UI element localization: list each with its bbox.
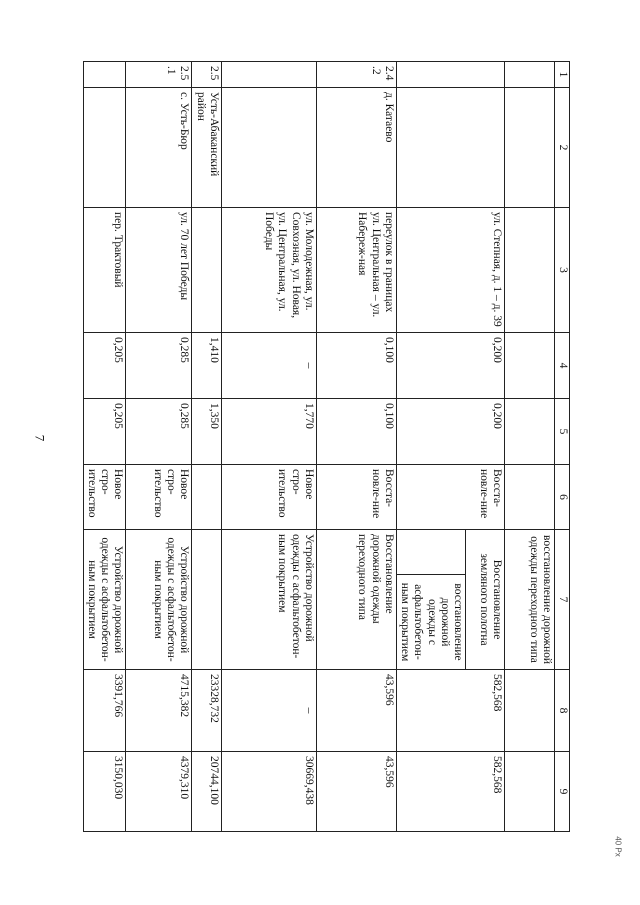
header-col-1: 1 (555, 62, 570, 88)
empty-cell (396, 88, 504, 208)
table-row (221, 62, 316, 832)
cost-cell: 43,596 (316, 752, 396, 832)
place-cell: Усть-Абаканский район (192, 88, 221, 208)
cost-cell: – (221, 670, 316, 752)
length-cell: – (221, 333, 316, 399)
footer-mark: 40 Px (613, 836, 623, 857)
empty-cell (505, 752, 555, 832)
row-number: 2.5.1 (126, 62, 192, 88)
work-kind-cell: Новое стро-ительство (83, 465, 126, 530)
work-type-cell: восстановление дорожной одежды переходного типа (505, 530, 555, 670)
row-number: 2.5 (192, 62, 221, 88)
row-number: 2.4.2 (316, 62, 396, 88)
length-cell: 1,770 (221, 399, 316, 465)
street-cell: ул. Степная, д. 1 – д. 39 (396, 208, 504, 333)
empty-cell (221, 62, 316, 88)
header-col-4: 4 (555, 333, 570, 399)
empty-cell (505, 465, 555, 530)
length-cell: 0,285 (126, 333, 192, 399)
page-number: 7 (32, 434, 48, 442)
empty-cell (192, 465, 221, 530)
work-type-cell: Устройство дорожной одежды с асфальтобетон-ным покрытием (126, 530, 192, 670)
table-row (505, 62, 555, 832)
cost-cell: 3150,030 (83, 752, 126, 832)
cost-cell: 3391,766 (83, 670, 126, 752)
length-cell: 1,350 (192, 399, 221, 465)
empty-cell (83, 88, 126, 208)
length-cell: 0,205 (83, 399, 126, 465)
work-type-cell: Устройство дорожной одежды с асфальтобетон-ным покрытием (83, 530, 126, 670)
length-cell: 0,285 (126, 399, 192, 465)
empty-cell (192, 530, 221, 670)
empty-cell (396, 530, 465, 575)
header-col-9: 9 (555, 752, 570, 832)
header-col-5: 5 (555, 399, 570, 465)
empty-cell (505, 62, 555, 88)
road-works-table (83, 61, 570, 832)
work-kind-cell: Новое стро-ительство (126, 465, 192, 530)
header-col-2: 2 (555, 88, 570, 208)
cost-cell: 582,568 (396, 752, 504, 832)
length-cell: 0,100 (316, 333, 396, 399)
work-kind-cell: Новое стро-ительство (221, 465, 316, 530)
header-col-6: 6 (555, 465, 570, 530)
length-cell: 1,410 (192, 333, 221, 399)
rotated-table-container (86, 61, 570, 831)
empty-cell (505, 399, 555, 465)
table-row (466, 62, 505, 832)
empty-cell (505, 333, 555, 399)
header-col-7: 7 (555, 530, 570, 670)
table-row (126, 62, 192, 832)
work-kind-cell: Восста-новле-ние (316, 465, 396, 530)
street-cell: переулок в границах ул. Центральная – ул. Набереж-ная (316, 208, 396, 333)
table-row (192, 62, 221, 832)
length-cell: 0,200 (396, 333, 504, 399)
place-cell: с. Усть-Бюр (126, 88, 192, 208)
work-kind-cell: Восста-новле-ние (396, 465, 504, 530)
cost-cell: 20744,100 (192, 752, 221, 832)
empty-cell (396, 62, 504, 88)
table-row (83, 62, 126, 832)
empty-cell (505, 670, 555, 752)
work-type-cell: Устройство дорожной одежды с асфальтобетон-ным покрытием (221, 530, 316, 670)
cost-cell: 582,568 (396, 670, 504, 752)
work-type-cell: восстановление дорожной одежды с асфальтобетон-ным покрытием (396, 575, 465, 670)
cost-cell: 23328,732 (192, 670, 221, 752)
header-col-8: 8 (555, 670, 570, 752)
cost-cell: 4379,310 (126, 752, 192, 832)
empty-cell (192, 208, 221, 333)
length-cell: 0,100 (316, 399, 396, 465)
street-cell: ул. Молодежная, ул. Совхозная, ул. Новая, ул. Центральная, ул. Победы (221, 208, 316, 333)
street-cell: ул. 70 лет Победы (126, 208, 192, 333)
cost-cell: 30669,438 (221, 752, 316, 832)
street-cell: пер. Трактовый (83, 208, 126, 333)
length-cell: 0,205 (83, 333, 126, 399)
cost-cell: 43,596 (316, 670, 396, 752)
cost-cell: 4715,382 (126, 670, 192, 752)
empty-cell (505, 88, 555, 208)
empty-cell (83, 62, 126, 88)
work-type-cell: Восстановление земляного полотна (466, 530, 505, 670)
place-cell: д. Катаево (316, 88, 396, 208)
empty-cell (221, 88, 316, 208)
table-row (316, 62, 396, 832)
empty-cell (505, 208, 555, 333)
header-col-3: 3 (555, 208, 570, 333)
length-cell: 0,200 (396, 399, 504, 465)
header-row (555, 62, 570, 832)
work-type-cell: Восстановление дорожной одежды переходного типа (316, 530, 396, 670)
